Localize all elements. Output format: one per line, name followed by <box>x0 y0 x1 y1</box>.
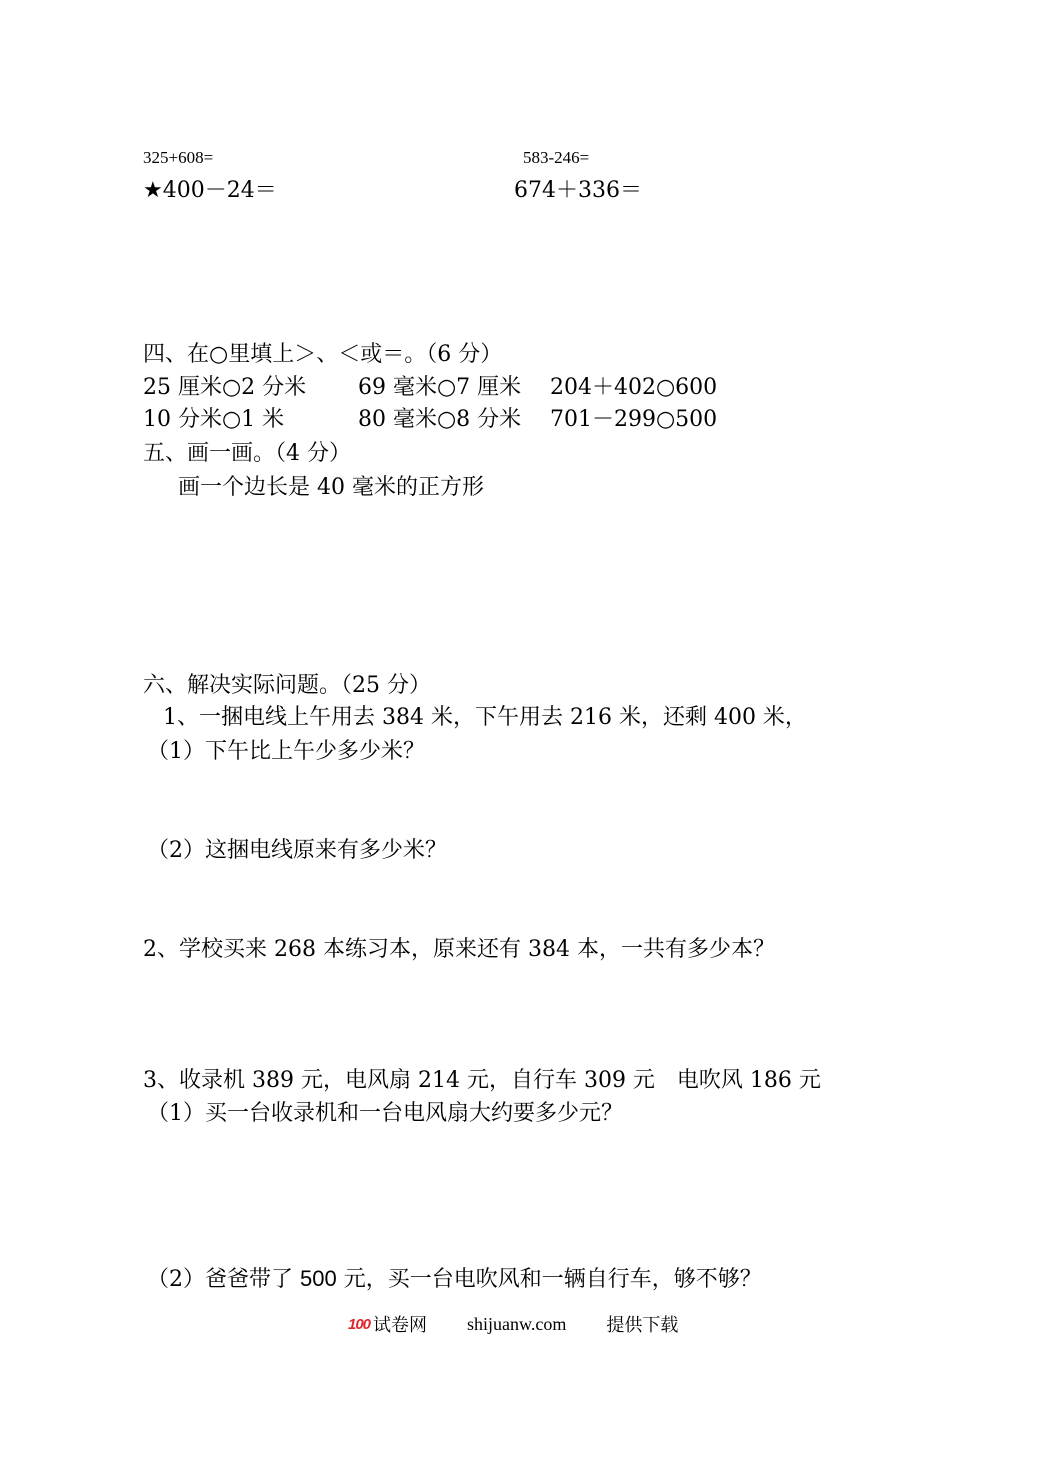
site-domain-link[interactable]: shijuanw.com <box>467 1313 567 1334</box>
question-3-part-2 <box>147 1268 762 1291</box>
compare-r2c1: 10 分米○1 米 <box>143 407 285 432</box>
question-3-part-1: （1）买一台收录机和一台电风扇大约要多少元？ <box>147 1101 623 1126</box>
compare-r1c2: 69 毫米○7 厘米 <box>358 375 522 400</box>
question-3-part-2-lead: （2）爸爸带了 <box>147 1267 300 1292</box>
provide-download-text: 提供下载 <box>606 1315 679 1335</box>
section4-title: 四、在○里填上＞、＜或＝。（6 分） <box>143 342 503 367</box>
page-footer <box>348 1311 678 1337</box>
site-name: 试卷网 <box>373 1315 428 1335</box>
section5-task: 画一个边长是 40 毫米的正方形 <box>178 475 484 500</box>
question-1-part-1: （1）下午比上午少多少米？ <box>147 739 425 764</box>
calc-row2-right: 674＋336＝ <box>514 178 642 203</box>
question-3-part-2-tail: 元，买一台电吹风和一辆自行车，够不够？ <box>336 1267 762 1292</box>
question-3-part-2-amount: 500 <box>300 1266 337 1291</box>
section5-title: 五、画一画。（4 分） <box>143 441 351 466</box>
calc-row1-right: 583-246= <box>523 148 590 167</box>
compare-r2c2: 80 毫米○8 分米 <box>358 407 522 432</box>
compare-r2c3: 701－299○500 <box>550 407 718 432</box>
question-2: 2、学校买来 268 本练习本，原来还有 384 本，一共有多少本？ <box>143 937 775 962</box>
question-3: 3、收录机 389 元，电风扇 214 元，自行车 309 元 电吹风 186 元 <box>143 1068 821 1093</box>
compare-r1c1: 25 厘米○2 分米 <box>143 375 307 400</box>
section6-title: 六、解决实际问题。（25 分） <box>143 673 431 698</box>
compare-r1c3: 204＋402○600 <box>550 375 718 400</box>
question-1: 1、一捆电线上午用去 384 米，下午用去 216 米，还剩 400 米， <box>163 705 807 730</box>
question-1-part-2: （2）这捆电线原来有多少米？ <box>147 838 447 863</box>
calc-row1-left: 325+608= <box>143 148 214 167</box>
site-logo-icon: 100 <box>348 1315 371 1333</box>
calc-row2-left: ★400－24＝ <box>143 178 277 203</box>
